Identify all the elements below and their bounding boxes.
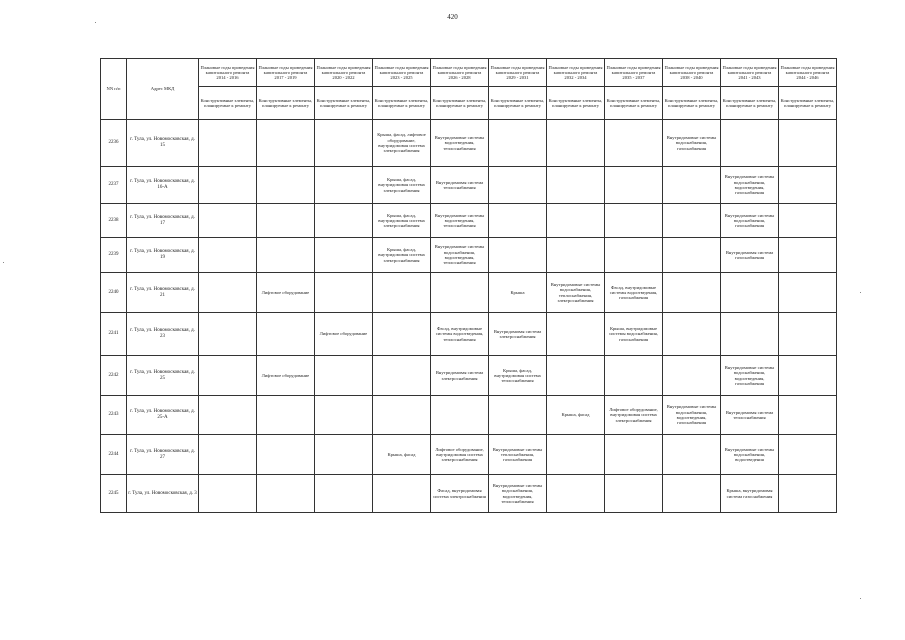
period-cell: [257, 396, 315, 435]
period-cell: [605, 435, 663, 475]
address-cell: г. Тула, ул. Новомосковская, д. 27: [127, 435, 199, 475]
period-cell: Внутридомовые системы теплоснабжения, газоснабжения: [489, 435, 547, 475]
row-number: 2244: [101, 435, 127, 475]
period-cell: [605, 356, 663, 396]
period-cell: [605, 120, 663, 167]
header-elements: Конструктивные элементы, планируемые к ремонту: [199, 87, 257, 120]
period-cell: [431, 273, 489, 313]
header-period: [721, 59, 779, 87]
period-cell: [779, 273, 837, 313]
period-cell: [257, 313, 315, 356]
address-cell: г. Тула, ул. Новомосковская, д. 25-А: [127, 396, 199, 435]
period-cell: [663, 475, 721, 513]
table-row: [101, 238, 837, 273]
period-cell: [489, 238, 547, 273]
period-cell: Лифтовое оборудование, внутридомовая система электроснабжения: [431, 435, 489, 475]
period-cell: [373, 313, 431, 356]
period-cell: [605, 238, 663, 273]
period-cell: Внутридомовая система теплоснабжения: [721, 396, 779, 435]
table-row: [101, 167, 837, 204]
header-elements: Конструктивные элементы, планируемые к ремонту: [315, 87, 373, 120]
period-cell: [721, 120, 779, 167]
period-cell: [547, 167, 605, 204]
row-number: 2239: [101, 238, 127, 273]
period-cell: Крыша, фасад, внутридомовая система электроснабжения: [373, 238, 431, 273]
period-label: Плановые годы проведения капитального ремонта: [316, 64, 371, 75]
row-number: 2237: [101, 167, 127, 204]
header-period: [373, 59, 431, 87]
address-cell: г. Тула, ул. Новомосковская, д. 3: [127, 475, 199, 513]
header-elements: Конструктивные элементы, планируемые к ремонту: [721, 87, 779, 120]
period-cell: [779, 204, 837, 238]
period-cell: [547, 313, 605, 356]
period-cell: [547, 356, 605, 396]
period-years: 2023 - 2025: [390, 75, 413, 81]
period-cell: Внутридомовые системы водоотведения, теплоснабжения: [431, 204, 489, 238]
row-number: 2243: [101, 396, 127, 435]
period-cell: [257, 167, 315, 204]
header-period: [663, 59, 721, 87]
period-cell: [315, 238, 373, 273]
period-label: Плановые годы проведения капитального ремонта: [432, 64, 487, 75]
header-elements: Конструктивные элементы, планируемые к ремонту: [489, 87, 547, 120]
header-elements: Конструктивные элементы, планируемые к ремонту: [431, 87, 489, 120]
period-cell: [257, 120, 315, 167]
period-cell: [779, 356, 837, 396]
address-cell: г. Тула, ул. Новомосковская, д. 23: [127, 313, 199, 356]
period-cell: Крыша, фасад, лифтовое оборудование, внутридомовая система электроснабжения: [373, 120, 431, 167]
period-cell: [315, 204, 373, 238]
period-cell: Внутридомовые системы водоснабжения, газоснабжения: [663, 120, 721, 167]
table-row: [101, 313, 837, 356]
period-cell: [373, 273, 431, 313]
row-number: 2242: [101, 356, 127, 396]
header-period: [257, 59, 315, 87]
header-period: [199, 59, 257, 87]
period-cell: Внутридомовая система электроснабжения: [489, 313, 547, 356]
period-cell: [489, 204, 547, 238]
period-years: 2014 - 2016: [216, 75, 239, 81]
period-cell: [779, 475, 837, 513]
period-cell: Фасад, внутридомовые системы водоотведения, газоснабжения: [605, 273, 663, 313]
address-cell: г. Тула, ул. Новомосковская, д. 17: [127, 204, 199, 238]
period-cell: [605, 167, 663, 204]
period-cell: [431, 396, 489, 435]
period-cell: Внутридомовые системы водоснабжения, водоотведения, газоснабжения: [663, 396, 721, 435]
scan-mark: [95, 22, 96, 23]
header-elements: Конструктивные элементы, планируемые к ремонту: [547, 87, 605, 120]
period-cell: Лифтовое оборудование: [315, 313, 373, 356]
period-cell: Лифтовое оборудование, внутридомовая система электроснабжения: [605, 396, 663, 435]
period-cell: [779, 396, 837, 435]
period-years: 2035 - 2037: [622, 75, 645, 81]
period-years: 2041 - 2043: [738, 75, 761, 81]
period-cell: [663, 435, 721, 475]
row-number: 2241: [101, 313, 127, 356]
row-number: 2238: [101, 204, 127, 238]
period-cell: [779, 120, 837, 167]
table-row: [101, 120, 837, 167]
header-elements: Конструктивные элементы, планируемые к ремонту: [373, 87, 431, 120]
period-years: 2044 - 2046: [796, 75, 819, 81]
period-cell: Внутридомовые системы водоснабжения, теплоснабжения, электроснабжения: [547, 273, 605, 313]
period-label: Плановые годы проведения капитального ремонта: [374, 64, 429, 75]
period-label: Плановые годы проведения капитального ремонта: [548, 64, 603, 75]
address-cell: г. Тула, ул. Новомосковская, д. 19: [127, 238, 199, 273]
period-cell: Лифтовое оборудование: [257, 356, 315, 396]
table-row: [101, 204, 837, 238]
period-cell: Внутридомовые системы водоснабжения, водоотведения: [721, 435, 779, 475]
period-cell: [199, 356, 257, 396]
header-period: [489, 59, 547, 87]
period-years: 2038 - 2040: [680, 75, 703, 81]
period-cell: [547, 204, 605, 238]
header-period: [605, 59, 663, 87]
period-cell: [199, 435, 257, 475]
period-label: Плановые годы проведения капитального ремонта: [258, 64, 313, 75]
period-years: 2032 - 2034: [564, 75, 587, 81]
period-cell: Внутридомовая система электроснабжения: [431, 356, 489, 396]
row-number: 2240: [101, 273, 127, 313]
table-row: [101, 273, 837, 313]
period-cell: Крыша, фасад, внутридомовая система теплоснабжения: [489, 356, 547, 396]
period-cell: [721, 273, 779, 313]
period-cell: [547, 238, 605, 273]
period-cell: [315, 273, 373, 313]
period-cell: [199, 273, 257, 313]
period-cell: Внутридомовые системы водоснабжения, водоотведения, газоснабжения: [721, 356, 779, 396]
period-label: Плановые годы проведения капитального ремонта: [780, 64, 835, 75]
period-cell: [373, 396, 431, 435]
period-cell: [199, 120, 257, 167]
period-label: Плановые годы проведения капитального ремонта: [490, 64, 545, 75]
period-cell: Крыша, фасад: [547, 396, 605, 435]
header-elements: Конструктивные элементы, планируемые к ремонту: [605, 87, 663, 120]
period-cell: [663, 356, 721, 396]
row-number: 2236: [101, 120, 127, 167]
period-cell: [257, 238, 315, 273]
period-cell: [779, 435, 837, 475]
period-cell: [199, 238, 257, 273]
table-row: [101, 475, 837, 513]
period-cell: Внутридомовые системы водоотведения, теплоснабжения: [431, 120, 489, 167]
table-row: [101, 356, 837, 396]
period-years: 2029 - 2031: [506, 75, 529, 81]
address-cell: г. Тула, ул. Новомосковская, д. 16-А: [127, 167, 199, 204]
header-row-number: NN п/п: [101, 59, 127, 120]
table-row: [101, 396, 837, 435]
period-cell: [373, 475, 431, 513]
period-cell: [199, 313, 257, 356]
period-cell: Лифтовое оборудование: [257, 273, 315, 313]
period-years: 2026 - 2028: [448, 75, 471, 81]
period-label: Плановые годы проведения капитального ремонта: [606, 64, 661, 75]
period-cell: [605, 475, 663, 513]
header-elements: Конструктивные элементы, планируемые к ремонту: [663, 87, 721, 120]
period-cell: [779, 313, 837, 356]
period-cell: [779, 238, 837, 273]
period-cell: [663, 273, 721, 313]
period-cell: [199, 396, 257, 435]
period-cell: Крыша: [489, 273, 547, 313]
period-cell: [199, 167, 257, 204]
scan-mark: [860, 292, 861, 293]
period-cell: Внутридомовые системы водоснабжения, водоотведения, теплоснабжения: [489, 475, 547, 513]
period-cell: Крыша, внутридомовые системы водоснабжения, газоснабжения: [605, 313, 663, 356]
period-cell: Крыша, внутридомовая система газоснабжения: [721, 475, 779, 513]
period-cell: [779, 167, 837, 204]
header-period: [779, 59, 837, 87]
page-number: 420: [447, 13, 458, 21]
repair-schedule-table: [100, 58, 837, 513]
period-cell: Крыша, фасад: [373, 435, 431, 475]
period-cell: [257, 435, 315, 475]
period-cell: [315, 120, 373, 167]
period-cell: [663, 204, 721, 238]
period-cell: Внутридомовые системы водоснабжения, газоснабжения: [721, 204, 779, 238]
header-elements: Конструктивные элементы, планируемые к ремонту: [779, 87, 837, 120]
period-years: 2017 - 2019: [274, 75, 297, 81]
period-cell: [199, 475, 257, 513]
period-cell: Внутридомовая система газоснабжения: [721, 238, 779, 273]
header-period: [315, 59, 373, 87]
address-cell: г. Тула, ул. Новомосковская, д. 15: [127, 120, 199, 167]
period-cell: [489, 167, 547, 204]
period-cell: Фасад, внутридомовая система электроснабжения: [431, 475, 489, 513]
header-address: Адрес МКД: [127, 59, 199, 120]
period-cell: Крыша, фасад, внутридомовая система электроснабжения: [373, 167, 431, 204]
period-label: Плановые годы проведения капитального ремонта: [664, 64, 719, 75]
header-elements: Конструктивные элементы, планируемые к ремонту: [257, 87, 315, 120]
period-cell: [489, 396, 547, 435]
address-cell: г. Тула, ул. Новомосковская, д. 21: [127, 273, 199, 313]
period-cell: [257, 204, 315, 238]
period-cell: [663, 238, 721, 273]
period-cell: [199, 204, 257, 238]
period-cell: Внутридомовая система теплоснабжения: [431, 167, 489, 204]
scan-mark: [3, 262, 4, 263]
period-cell: Внутридомовые системы водоснабжения, водоотведения, теплоснабжения: [431, 238, 489, 273]
period-cell: Крыша, фасад, внутридомовая система электроснабжения: [373, 204, 431, 238]
period-cell: [257, 475, 315, 513]
period-cell: [605, 204, 663, 238]
period-cell: [547, 475, 605, 513]
period-label: Плановые годы проведения капитального ремонта: [722, 64, 777, 75]
period-cell: [721, 313, 779, 356]
period-cell: [315, 435, 373, 475]
period-cell: [663, 313, 721, 356]
period-cell: [663, 167, 721, 204]
header-period: [547, 59, 605, 87]
address-cell: г. Тула, ул. Новомосковская, д. 25: [127, 356, 199, 396]
period-years: 2020 - 2022: [332, 75, 355, 81]
period-cell: [315, 396, 373, 435]
scan-mark: [860, 598, 861, 599]
period-cell: [547, 435, 605, 475]
header-period: [431, 59, 489, 87]
period-label: Плановые годы проведения капитального ремонта: [200, 64, 255, 75]
period-cell: [315, 167, 373, 204]
period-cell: [315, 475, 373, 513]
period-cell: [373, 356, 431, 396]
table-row: [101, 435, 837, 475]
period-cell: Фасад, внутридомовые системы водоотведения, теплоснабжения: [431, 313, 489, 356]
period-cell: [547, 120, 605, 167]
period-cell: Внутридомовые системы водоснабжения, водоотведения, газоснабжения: [721, 167, 779, 204]
period-cell: [489, 120, 547, 167]
row-number: 2245: [101, 475, 127, 513]
period-cell: [315, 356, 373, 396]
